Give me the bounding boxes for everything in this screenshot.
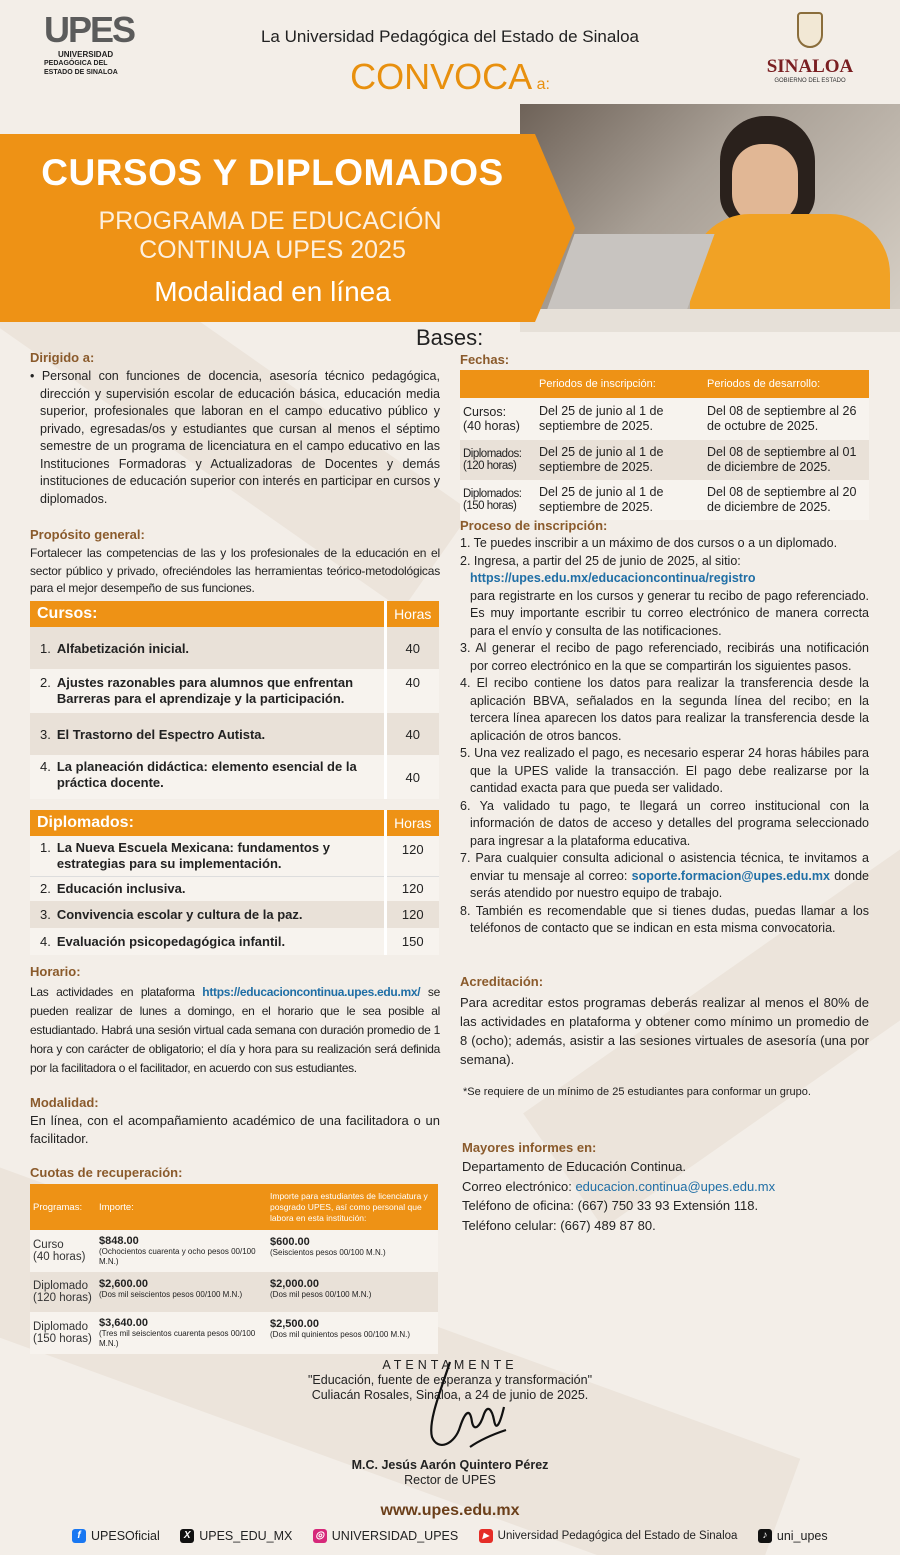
table-row: Curso (40 horas) $848.00 (Ochocientos cuarenta y ocho pesos 00/100 M.N.) $600.00 (Seiscientos pesos 00/100 M.N.): [30, 1230, 438, 1272]
dirigido-heading: Dirigido a:: [30, 350, 95, 365]
logo-sub-1: UNIVERSIDAD: [58, 50, 114, 59]
proceso-step-7: 7. Para cualquier consulta adicional o asistencia técnica, te invitamos a enviar tu mensaje al correo: soporte.formacion@upes.edu.mx donde serás atendido por nuestro equipo de trabajo.: [460, 851, 869, 900]
university-name: La Universidad Pedagógica del Estado de Sinaloa: [260, 27, 640, 46]
fechas-col1: Periodos de inscripción:: [539, 378, 656, 390]
dirigido-text: • Personal con funciones de docencia, asesoría técnico pedagógica, dirección y supervisión escolar de educación básica, educación media superior, profesionales que laboran en el campo educativo público y privado, egresadas/os y estudiantes que cursan al menos el séptimo semestre de un programa de licenciatura en el campo educativo en las Instituciones Formadoras y Actualizadoras de Docentes y demás instituciones de educación superior con interés en participar en cursos y diplomados.: [30, 369, 440, 506]
diplomado-name: Convivencia escolar y cultura de la paz.: [56, 907, 303, 922]
informes-block: Departamento de Educación Continua. Correo electrónico: educacion.continua@upes.edu.mx Teléfono de oficina: (667) 750 33 93 Extensión 118. Teléfono celular: (667) 489 87 80.: [462, 1159, 776, 1233]
bases-heading: Bases:: [416, 325, 484, 350]
diplomado-name: Educación inclusiva.: [56, 881, 186, 897]
sinaloa-logo: [758, 12, 862, 84]
soporte-email-link[interactable]: soporte.formacion@upes.edu.mx: [631, 868, 830, 883]
cuotas-table: [30, 1184, 438, 1354]
diplomado-name: Evaluación psicopedagógica infantil.: [56, 934, 286, 949]
diplomados-table: [30, 810, 439, 955]
proceso-step-6: 6. Ya validado tu pago, te llegará un correo institucional con la información de datos de acceso y detalles del programa seleccionado para ingresar a la plataforma educativa.: [460, 798, 869, 848]
diplomado-hours: 120: [385, 876, 439, 901]
social-x[interactable]: X UPES_EDU_MX: [180, 1529, 292, 1543]
logo-letters: UPES: [44, 9, 135, 50]
proposito-heading: Propósito general:: [30, 527, 145, 542]
modalidad-text: En línea, con el acompañamiento académico de una facilitadora o un facilitador.: [30, 1113, 440, 1146]
informes-heading: Mayores informes en:: [462, 1140, 597, 1155]
acreditacion-heading: Acreditación:: [460, 974, 544, 989]
curso-name: El Trastorno del Espectro Autista.: [56, 726, 266, 742]
modalidad-heading: Modalidad:: [30, 1095, 99, 1110]
rector-name: M.C. Jesús Aarón Quintero Pérez: [351, 1458, 549, 1472]
fechas-col2: Periodos de desarrollo:: [707, 378, 821, 390]
instagram-icon: ◎: [313, 1529, 327, 1543]
table-row: 3. Convivencia escolar y cultura de la paz. 120: [30, 901, 439, 928]
horario-text: Las actividades en plataforma https://educacioncontinua.upes.edu.mx/ se pueden realizar de lunes a domingo, en el horario que le sea posible al estudiantado. Habrá una sesión virtual cada semana con duración promedio de 1 hora y con carácter de obligatorio; el día y hora para su realización será definida por la facilitadora o el facilitador, en acuerdo con sus estudiantes.: [30, 985, 441, 1075]
acreditacion-text: Para acreditar estos programas deberás realizar al menos el 80% de las actividades en plataforma y obtener como mínimo un promedio de 8 (ocho); además, asistir a las sesiones virtuales de asesoría (una por semana).: [460, 995, 869, 1067]
table-row: 2. Ajustes razonables para alumnos que enfrentan Barreras para el aprendizaje y la participación. 40: [30, 669, 439, 713]
atentamente: ATENTAMENTE: [382, 1358, 518, 1372]
convoca-a: a:: [536, 76, 550, 93]
table-row: 1. La Nueva Escuela Mexicana: fundamentos y estrategias para su implementación. 120: [30, 836, 439, 876]
rector-cargo: Rector de UPES: [404, 1473, 496, 1487]
cuotas-col1: Programas:: [33, 1201, 83, 1213]
table-row: 4. Evaluación psicopedagógica infantil. 150: [30, 928, 439, 955]
social-facebook[interactable]: f UPESOficial: [72, 1529, 160, 1543]
curso-name: Alfabetización inicial.: [56, 640, 190, 656]
diplomados-hours-label: Horas: [385, 810, 439, 836]
table-row: Diplomados: (150 horas) Del 25 de junio al 1 de septiembre de 2025. Del 08 de septiembre al 20 de diciembre de 2025.: [460, 480, 869, 520]
acreditacion-note: *Se requiere de un mínimo de 25 estudiantes para conformar un grupo.: [463, 1086, 811, 1098]
proceso-step-4: 4. El recibo contiene los datos para realizar la transferencia desde la aplicación BBVA, señalados en la segunda línea del recibo; en la tercera línea aparecen los datos para realizar la transferencia desde la aplicación de otros bancos.: [460, 676, 869, 743]
rector-block: [0, 1458, 900, 1488]
table-row: Diplomado (150 horas) $3,640.00 (Tres mil seiscientos cuarenta pesos 00/100 M.N.) $2,500.00 (Dos mil quinientos pesos 00/100 M.N.): [30, 1312, 438, 1354]
curso-hours: 40: [385, 627, 439, 669]
fechas-table: [460, 370, 869, 520]
table-row: Diplomado (120 horas) $2,600.00 (Dos mil seiscientos pesos 00/100 M.N.) $2,000.00 (Dos mil pesos 00/100 M.N.): [30, 1272, 438, 1312]
shield-icon: [797, 12, 823, 48]
diplomado-hours: 120: [385, 836, 439, 876]
banner-modalidad: Modalidad en línea: [154, 276, 391, 307]
proceso-step-5: 5. Una vez realizado el pago, es necesario esperar 24 horas hábiles para que la UPES valide la transacción. El pago debe realizarse por la cantidad exacta para que pueda ser validado.: [460, 746, 869, 795]
table-row: Diplomados: (120 horas) Del 25 de junio al 1 de septiembre de 2025. Del 08 de septiembre al 01 de diciembre de 2025.: [460, 440, 869, 480]
curso-hours: 40: [385, 755, 439, 799]
proceso-heading: Proceso de inscripción:: [460, 518, 608, 533]
social-youtube[interactable]: ▶ Universidad Pedagógica del Estado de Sinaloa: [479, 1529, 738, 1543]
curso-hours: 40: [385, 669, 439, 713]
diplomados-heading: Diplomados:: [37, 814, 134, 831]
convoca-title: CONVOCA: [350, 56, 533, 97]
lugar-fecha: Culiacán Rosales, Sinaloa, a 24 de junio de 2025.: [311, 1388, 589, 1402]
cursos-heading: Cursos:: [37, 605, 98, 622]
cuotas-heading: Cuotas de recuperación:: [30, 1165, 183, 1180]
cuotas-col3: Importe para estudiantes de licenciatura y posgrado UPES, así como personal que labora en esta institución:: [270, 1190, 428, 1223]
table-row: 4. La planeación didáctica: elemento esencial de la práctica docente. 40: [30, 755, 439, 799]
registro-link[interactable]: https://upes.edu.mx/educacioncontinua/registro: [470, 571, 756, 585]
website[interactable]: www.upes.edu.mx: [380, 1502, 520, 1519]
table-row: 3. El Trastorno del Espectro Autista. 40: [30, 713, 439, 755]
sinaloa-text: SINALOA: [766, 56, 854, 77]
fechas-heading: Fechas:: [460, 352, 510, 367]
table-row: Cursos: (40 horas) Del 25 de junio al 1 de septiembre de 2025. Del 08 de septiembre al 26 de octubre de 2025.: [460, 398, 869, 440]
curso-name: La planeación didáctica: elemento esencial de la práctica docente.: [56, 759, 357, 790]
diplomado-hours: 150: [385, 928, 439, 955]
cursos-hours-label: Horas: [385, 601, 439, 627]
curso-name: Ajustes razonables para alumnos que enfrentan Barreras para el aprendizaje y la participación.: [56, 675, 354, 706]
logo-sub-2: PEDAGÓGICA DEL: [44, 60, 108, 67]
proceso-steps: 1. Te puedes inscribir a un máximo de dos cursos o a un diplomado. 2. Ingresa, a partir del 25 de junio de 2025, al sitio: https://upes.edu.mx/educacioncontinua/registro para registrarte en los cursos y generar tu recibo de pago referenciado. Es muy importante escribir tu correo electrónico de manera correcta para el envío y consulta de las notificaciones. 3. Al generar el recibo de pago referenciado, recibirás una notificación por correo electrónico en la que se compartirán los siguientes pasos. 4. El recibo contiene los datos para realizar la transferencia desde la aplicación BBVA, señalados en la segunda línea del recibo; en la tercera línea aparecen los datos para realizar la transferencia desde la aplicación de otros bancos. 5. Una vez realizado el pago, es necesario esperar 24 horas hábiles para que la UPES valide la transacción. El pago debe realizarse por la cantidad exacta para que pueda ser validado. 6. Ya validado tu pago, te llegará un correo institucional con la información de datos de acceso y detalles del programa seleccionado para ingresar a la plataforma educativa. 7. Para cualquier consulta adicional o asistencia técnica, te invitamos a enviar tu mensaje al correo: soporte.formacion@upes.edu.mx donde serás atendido por nuestro equipo de trabajo. 8. También es recomendable que si tienes dudas, puedas llamar a los teléfonos de contacto que se indican en esta misma convocatoria.: [460, 535, 869, 938]
banner-title: CURSOS Y DIPLOMADOS: [41, 152, 504, 193]
horario-heading: Horario:: [30, 964, 81, 979]
logo-sub-3: ESTADO DE SINALOA: [44, 69, 118, 76]
curso-hours: 40: [385, 713, 439, 755]
banner-line-1: PROGRAMA DE EDUCACIÓN: [98, 207, 442, 235]
social-tiktok[interactable]: ♪ uni_upes: [758, 1529, 828, 1543]
proceso-step-1: 1. Te puedes inscribir a un máximo de dos cursos o a un diplomado.: [460, 536, 838, 550]
plataforma-link[interactable]: https://educacioncontinua.upes.edu.mx/: [202, 985, 421, 999]
table-row: 1. Alfabetización inicial. 40: [30, 627, 439, 669]
social-instagram[interactable]: ◎ UNIVERSIDAD_UPES: [313, 1529, 458, 1543]
facebook-icon: f: [72, 1529, 86, 1543]
proceso-step-3: 3. Al generar el recibo de pago referenciado, recibirás una notificación por correo electrónico en la que se compartirán los siguientes pasos.: [460, 641, 869, 673]
proceso-step-2: 2. Ingresa, a partir del 25 de junio de 2025, al sitio:: [460, 553, 741, 568]
tiktok-icon: ♪: [758, 1529, 772, 1543]
banner-line-2: CONTINUA UPES 2025: [139, 236, 406, 264]
youtube-icon: ▶: [479, 1529, 493, 1543]
cuotas-col2: Importe:: [99, 1201, 134, 1213]
sinaloa-sub: GOBIERNO DEL ESTADO: [774, 78, 846, 84]
social-bar: [72, 1525, 872, 1543]
diplomado-name: La Nueva Escuela Mexicana: fundamentos y estrategias para su implementación.: [56, 840, 330, 871]
signature-image: [410, 1352, 510, 1462]
table-row: 2. Educación inclusiva. 120: [30, 876, 439, 901]
cursos-table: [30, 601, 439, 799]
informes-email-link[interactable]: educacion.continua@upes.edu.mx: [575, 1178, 776, 1194]
diplomado-hours: 120: [385, 901, 439, 928]
proposito-text: Fortalecer las competencias de las y los profesionales de la educación en el sector público y privado, ofreciéndoles las herramientas teórico-metodológicas para el mejor desempeño de sus funciones.: [30, 546, 440, 595]
x-icon: X: [180, 1529, 194, 1543]
lema: "Educación, fuente de esperanza y transformación": [307, 1373, 593, 1387]
proceso-step-8: 8. También es recomendable que si tienes dudas, puedas llamar a los teléfonos de contacto que se indican en esta misma convocatoria.: [460, 903, 869, 935]
